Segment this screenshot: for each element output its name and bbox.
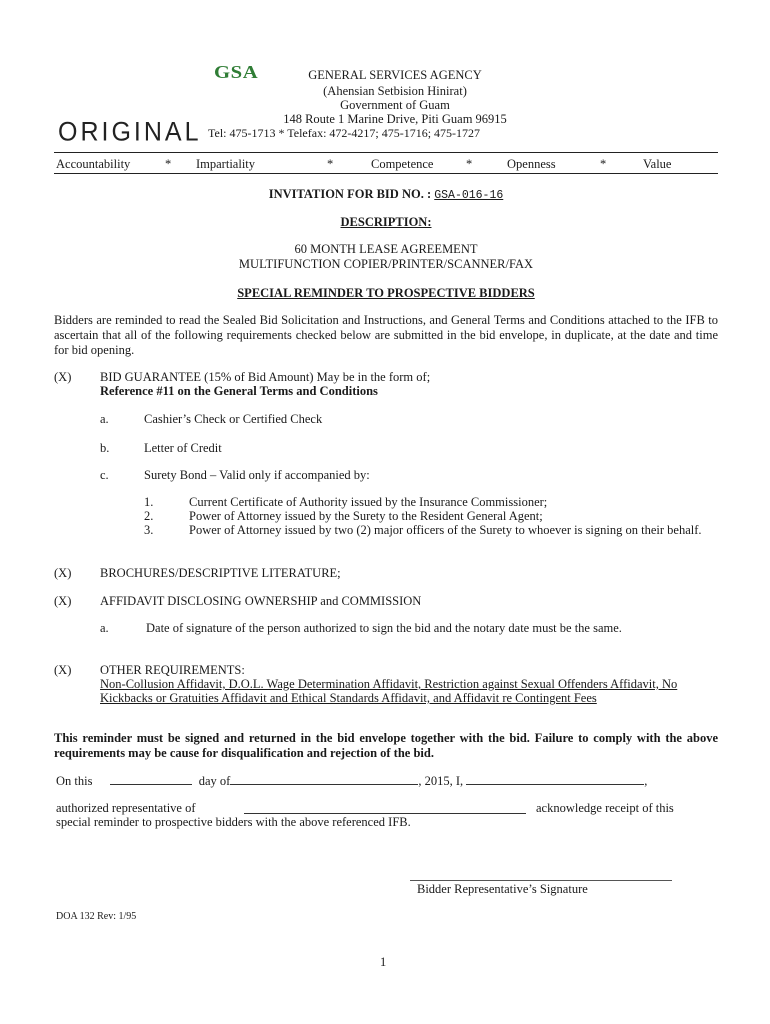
option-letter: b. bbox=[100, 441, 110, 455]
company-field[interactable] bbox=[244, 803, 526, 814]
description-line-2: MULTIFUNCTION COPIER/PRINTER/SCANNER/FAX bbox=[238, 257, 534, 271]
acknowledgement-line-2: special reminder to prospective bidders with the above referenced IFB. bbox=[56, 815, 411, 829]
guarantee-mark: (X) bbox=[54, 370, 72, 384]
form-code: DOA 132 Rev: 1/95 bbox=[56, 911, 137, 922]
intro-paragraph: Bidders are reminded to read the Sealed Bid Solicitation and Instructions, and General Terms and Conditions attached to the IFB to ascertain that all of the following requirements checked below are submitted in the bid envelope, in duplicate, at the date and time for bid opening. bbox=[54, 313, 718, 357]
guarantee-text: BID GUARANTEE (15% of Bid Amount) May be in the form of; bbox=[100, 370, 431, 384]
option-letter: a. bbox=[100, 412, 109, 426]
comma-label: , bbox=[644, 774, 648, 788]
agency-contact: Tel: 475-1713 * Telefax: 472-4217; 475-1716; 475-1727 bbox=[208, 126, 481, 140]
option-text: Surety Bond – Valid only if accompanied by: bbox=[144, 468, 370, 482]
affidavit-text: AFFIDAVIT DISCLOSING OWNERSHIP and COMMISSION bbox=[100, 594, 422, 608]
description-heading: DESCRIPTION: bbox=[340, 215, 432, 229]
surety-item-num: 2. bbox=[144, 509, 154, 523]
value-competence: Competence bbox=[371, 157, 434, 171]
option-letter: c. bbox=[100, 468, 109, 482]
bid-number: GSA-016-16 bbox=[434, 189, 504, 202]
affidavit-sub-text: Date of signature of the person authorized to sign the bid and the notary date must be the same. bbox=[146, 621, 622, 635]
brochures-mark: (X) bbox=[54, 566, 72, 580]
authorized-label: authorized representative of bbox=[56, 801, 196, 815]
surety-item-text: Power of Attorney issued by two (2) major officers of the Surety to whoever is signing on their behalf. bbox=[189, 523, 702, 537]
value-separator: * bbox=[165, 157, 172, 171]
original-stamp: ORIGINAL bbox=[58, 116, 202, 148]
surety-item-text: Power of Attorney issued by the Surety to the Resident General Agent; bbox=[189, 509, 543, 523]
other-text: OTHER REQUIREMENTS: bbox=[100, 663, 245, 677]
signature-field[interactable] bbox=[410, 880, 672, 881]
surety-item-num: 3. bbox=[144, 523, 154, 537]
other-mark: (X) bbox=[54, 663, 72, 677]
bid-label: INVITATION FOR BID NO. : bbox=[268, 187, 432, 201]
agency-address: 148 Route 1 Marine Drive, Piti Guam 96915 bbox=[283, 112, 507, 126]
value-separator: * bbox=[600, 157, 607, 171]
bid-number-line bbox=[54, 187, 718, 202]
government-name: Government of Guam bbox=[340, 98, 450, 112]
value-separator: * bbox=[466, 157, 473, 171]
gsa-logo: GSA bbox=[214, 62, 259, 82]
affidavit-mark: (X) bbox=[54, 594, 72, 608]
other-details: Non-Collusion Affidavit, D.O.L. Wage Determination Affidavit, Restriction against Sexual Offenders Affidavit, No Kickbacks or Gratuities Affidavit and Ethical Standards Affidavit, and Affidavit re Contingent Fees bbox=[100, 677, 678, 705]
acknowledge-label: acknowledge receipt of this bbox=[536, 801, 674, 815]
day-field[interactable] bbox=[110, 774, 192, 785]
month-field[interactable] bbox=[230, 774, 418, 785]
value-impartiality: Impartiality bbox=[196, 157, 256, 171]
agency-name: GENERAL SERVICES AGENCY bbox=[308, 68, 482, 82]
option-text: Letter of Credit bbox=[144, 441, 222, 455]
header-rule-top bbox=[54, 152, 718, 153]
description-line-1: 60 MONTH LEASE AGREEMENT bbox=[294, 242, 478, 256]
value-accountability: Accountability bbox=[56, 157, 131, 171]
agency-subname: (Ahensian Setbision Hinirat) bbox=[323, 84, 467, 98]
surety-item-num: 1. bbox=[144, 495, 154, 509]
affidavit-sub-letter: a. bbox=[100, 621, 109, 635]
on-this-label: On this bbox=[56, 774, 93, 788]
year-label: , 2015, I, bbox=[418, 774, 464, 788]
day-of-label: day of bbox=[198, 774, 231, 788]
guarantee-reference: Reference #11 on the General Terms and Conditions bbox=[100, 384, 378, 398]
value-separator: * bbox=[327, 157, 334, 171]
option-text: Cashier’s Check or Certified Check bbox=[144, 412, 323, 426]
acknowledgement-line-1 bbox=[56, 774, 720, 789]
surety-item-text: Current Certificate of Authority issued by the Insurance Commissioner; bbox=[189, 495, 548, 509]
header-rule-bottom bbox=[54, 173, 718, 174]
value-value: Value bbox=[643, 157, 672, 171]
signature-label: Bidder Representative’s Signature bbox=[417, 882, 588, 896]
page-number: 1 bbox=[380, 955, 387, 969]
brochures-text: BROCHURES/DESCRIPTIVE LITERATURE; bbox=[100, 566, 341, 580]
name-field[interactable] bbox=[466, 774, 644, 785]
value-openness: Openness bbox=[507, 157, 556, 171]
warning-text: This reminder must be signed and returned in the bid envelope together with the bid. Failure to comply with the above requirements may be cause for disqualification and rejection of the bid. bbox=[54, 731, 718, 760]
reminder-heading: SPECIAL REMINDER TO PROSPECTIVE BIDDERS bbox=[237, 286, 535, 300]
